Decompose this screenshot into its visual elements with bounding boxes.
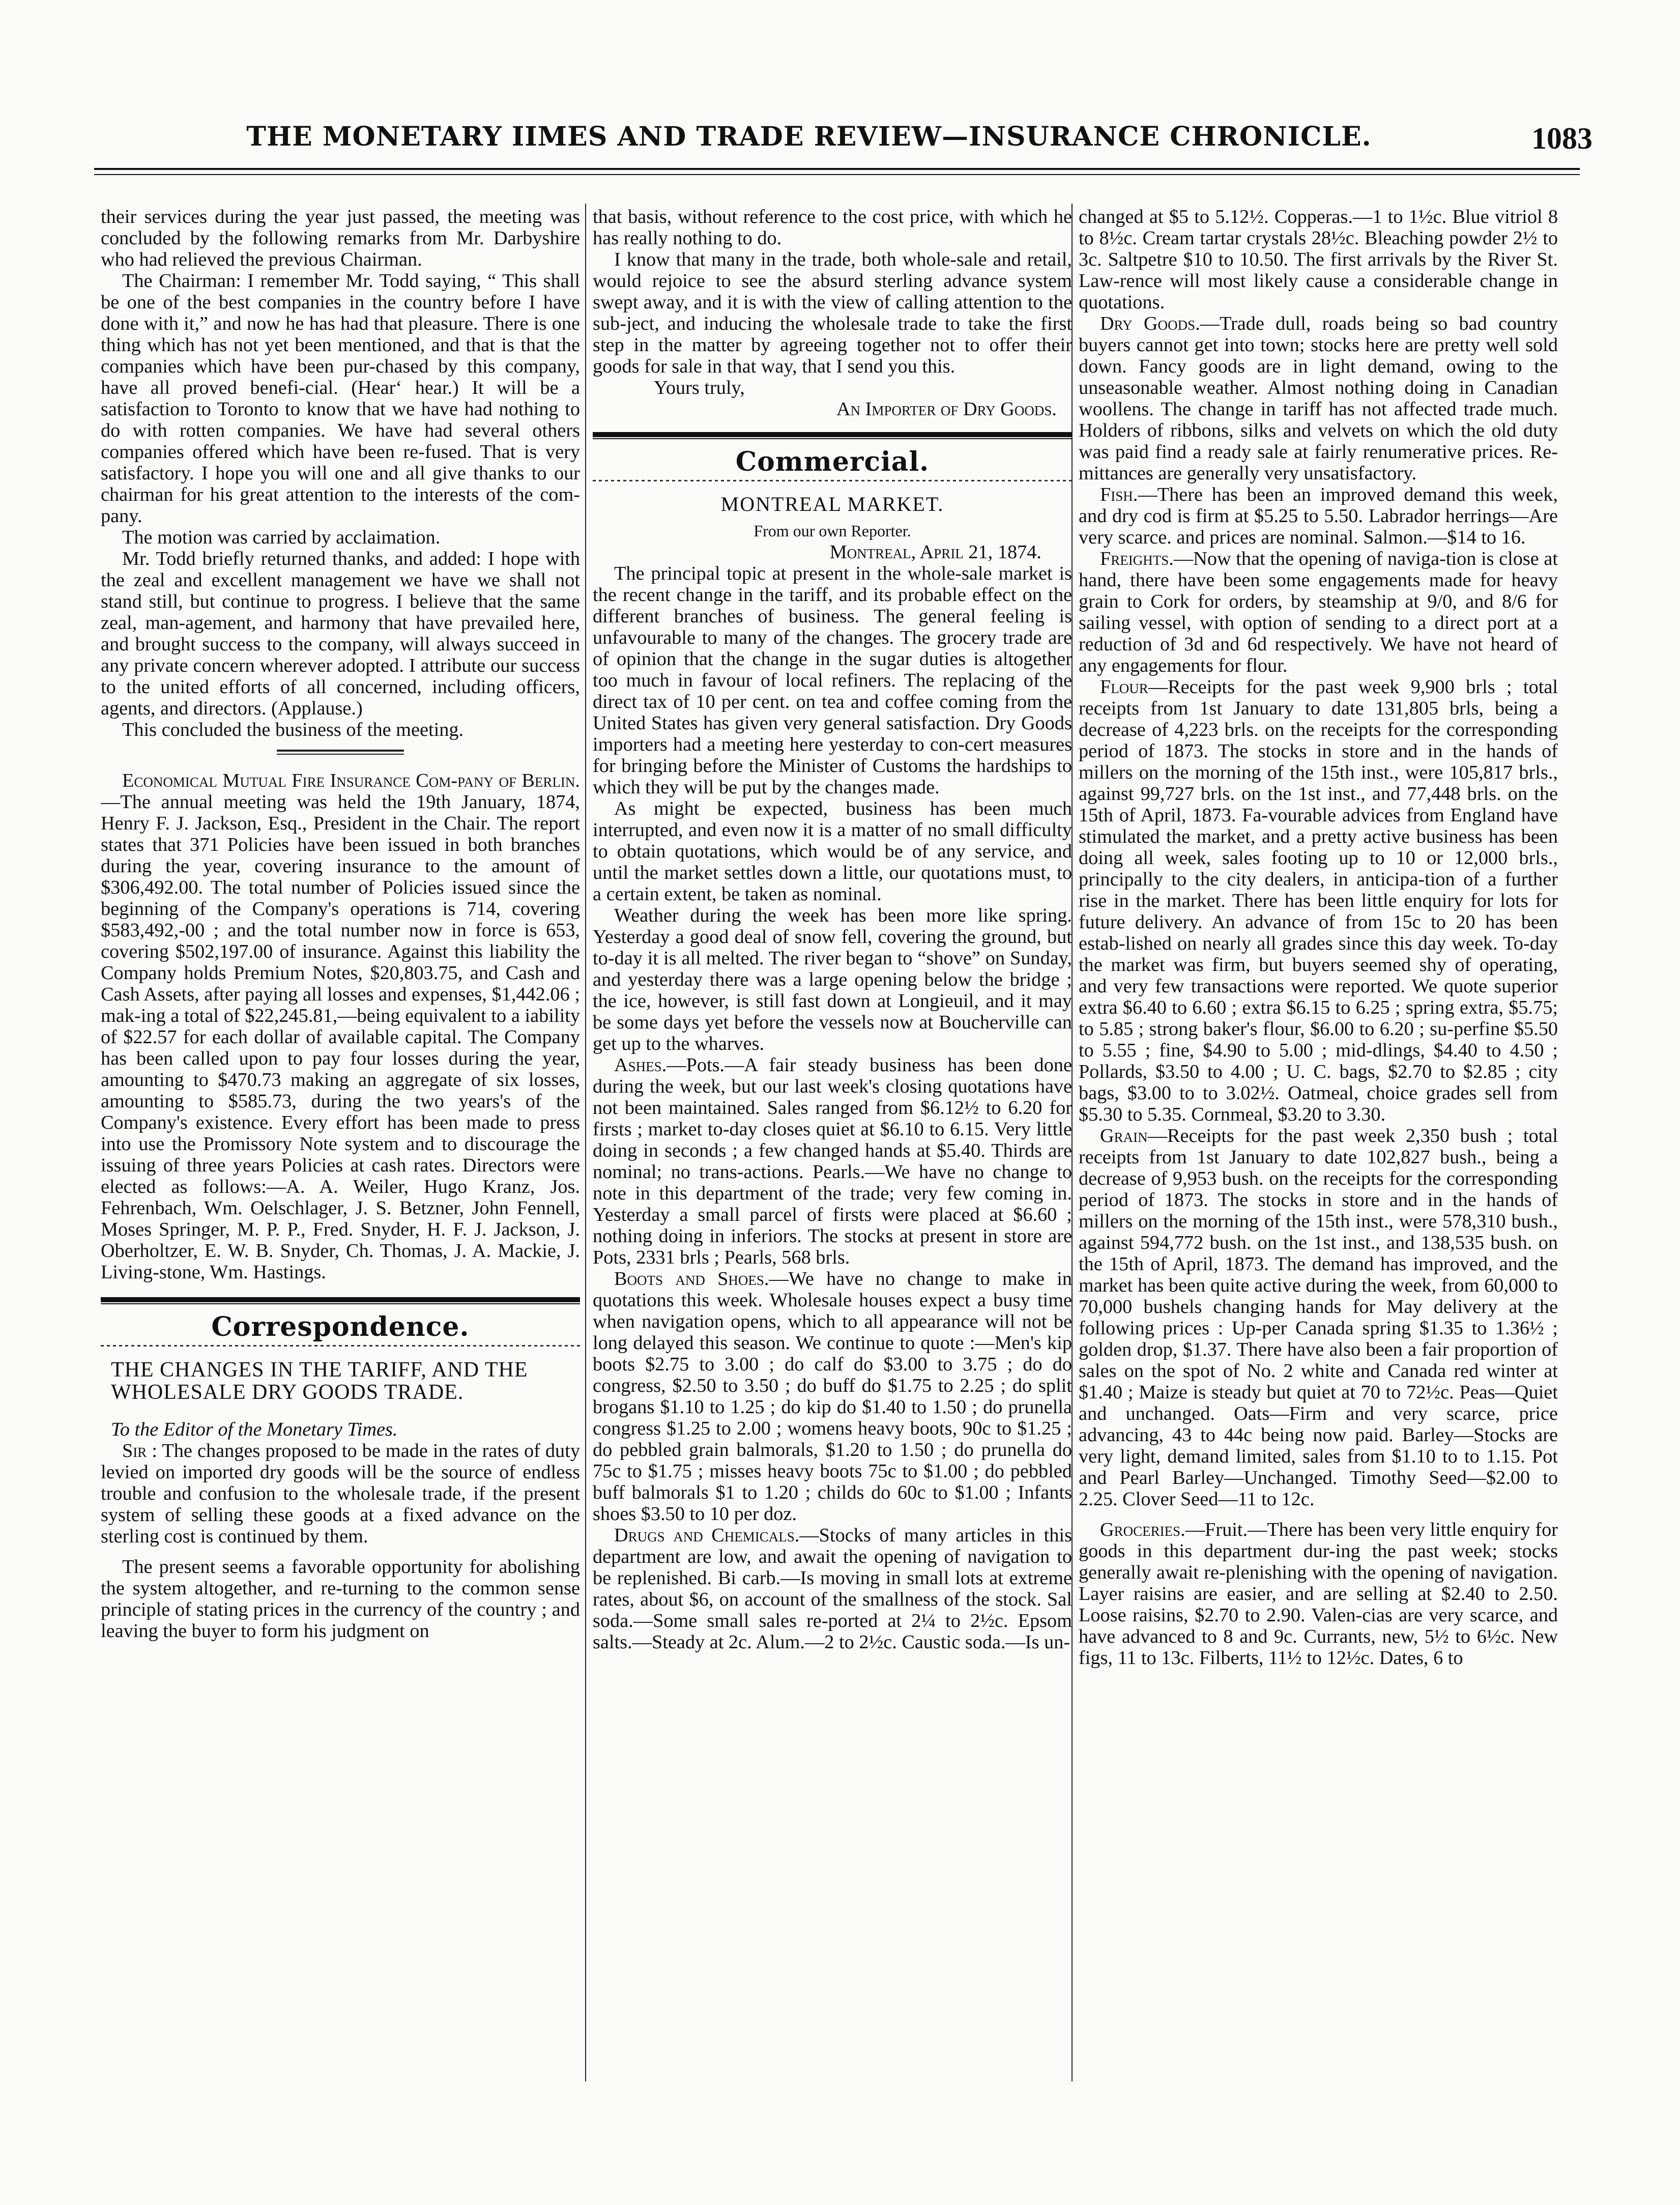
- paragraph: The principal topic at present in the whole-sale market is the recent change in the tariff, and its probable effect on the different branches of business. The general feeling is unfavourable to many of the changes. The grocery trade are of opinion that the change in the sugar duties is altogether too much in favour of local refiners. The replacing of the direct tax of 10 per cent. on tea and coffee coming from the United States has given very general satisfaction. Dry Goods importers had a meeting here yesterday to con-cert measures for bringing before the Minister of Customs the hardships to which they will be put by the changes made.: [593, 563, 1072, 798]
- paragraph: The motion was carried by acclaimation.: [122, 527, 441, 548]
- paragraph-fish: [1079, 484, 1558, 548]
- wavy-rule: [593, 480, 1072, 481]
- article-title: THE CHANGES IN THE TARIFF, AND THE WHOLESALE DRY GOODS TRADE.: [111, 1358, 528, 1404]
- section-rule-heavy: [101, 1297, 580, 1302]
- paragraph: changed at $5 to 5.12½. Copperas.—1 to 1½c. Blue vitriol 8 to 8½c. Cream tartar crystals 28½c. Bleaching powder 2½ to 3c. Saltpetre $10 to 10.50. The first arrivals by the River St. Law-rence will most likely cause a considerable change in quotations.: [1079, 206, 1558, 313]
- paragraph: Weather during the week has been more like spring. Yesterday a good deal of snow fell, covering the ground, but to-day it is all melted. The river began to “shove” on Sunday, and yesterday there was a large opening below the bridge ; the ice, however, is still fast down at Longieuil, and it may be some days yet before the vessels now at Boucherville can get up to the wharves.: [593, 905, 1072, 1054]
- section-rule-heavy: [593, 432, 1072, 437]
- run-in-head: Sir :: [122, 1440, 158, 1462]
- market-title: MONTREAL MARKET.: [720, 493, 944, 516]
- divider: [277, 750, 404, 752]
- paragraph: that basis, without reference to the cost price, with which he has really nothing to do.: [593, 206, 1072, 249]
- paragraph: I know that many in the trade, both whole-sale and retail, would rejoice to see the absurd sterling advance system swept away, and it is with the view of calling attention to the sub-ject, and inducing the wholesale trade to take the first step in the matter by agreeing together not to offer their goods for sale in that way, that I send you this.: [593, 249, 1072, 377]
- run-in-head: Groceries.: [1100, 1519, 1185, 1540]
- header-rule-top: [94, 168, 1580, 170]
- paragraph-text: —Receipts for the past week 9,900 brls ; total receipts from 1st January to date 131,805 brls, being a decrease of 4,223 brls. on the receipts for the corresponding period of 1873. The stocks in store and in the hands of millers on the morning of the 15th inst., were 105,817 brls., against 99,727 brls. on the 1st inst., and 77,448 brls. on the 15th of April, 1873. Fa-vourable advices from England have stimulated the market, and a pretty active business has been doing all week, sales footing up to 10 or 12,000 brls., principally to the city dealers, in anticipa-tion of a further rise in the market. There has been little enquiry for lots for future delivery. An advance of from 15c to 20 has been estab-lished on nearly all grades since this day week. To-day the market was firm, but buyers seemed shy of operating, and very few transactions were reported. We quote superior extra $6.40 to 6.60 ; extra $6.15 to 6.25 ; spring extra, $5.75; to 5.85 ; strong baker's flour, $6.00 to 6.20 ; su-perfine $5.50 to 5.55 ; fine, $4.90 to 5.00 ; mid-dlings, $4.40 to 4.50 ; Pollards, $3.50 to 4.00 ; U. C. bags, $2.70 to $2.85 ; city bags, $3.00 to to 3.02½. Oatmeal, choice grades sell from $5.30 to 5.35. Cornmeal, $3.20 to 3.30.: [1079, 676, 1558, 1125]
- paragraph-economical-mutual: [101, 770, 580, 1283]
- signature: An Importer of Dry Goods.: [836, 398, 1057, 420]
- paragraph-text: —Now that the opening of naviga-tion is close at hand, there have been some engagements made for heavy grain to Cork for orders, by steamship at 9/0, and 8/6 for sailing vessel, with option of sending to a direct port at a reduction of 3d and 6d respectively. We have not heard of any engagements for flour.: [1079, 548, 1558, 676]
- wavy-rule: [101, 1345, 580, 1347]
- run-in-head: Drugs and Chemicals.: [614, 1525, 800, 1546]
- paragraph: The present seems a favorable opportunity for abolishing the system altogether, and re-turning to the common sense principle of stating prices in the currency of the country ; and leaving the buyer to form his judgment on: [101, 1556, 580, 1642]
- run-in-head: Flour: [1100, 676, 1148, 698]
- run-in-head: Boots and Shoes.: [614, 1268, 769, 1290]
- divider: [277, 754, 404, 755]
- column-2: [593, 206, 1072, 2089]
- paragraph-text: —Receipts for the past week 2,350 bush ; total receipts from 1st January to date 102,827 bush., being a decrease of 9,953 bush. on the receipts for the corresponding period of 1873. The stocks in store and in the hands of millers on the morning of the 15th inst., were 578,310 bush., against 594,772 bush. on the 1st inst., and 138,535 bush. on the 15th of April, 1873. The demand has improved, and the market has been quite active during the week, from 60,000 to 70,000 bushels changing hands for May delivery at the following prices : Up-per Canada spring $1.35 to 1.36½ ; golden drop, $1.37. There have also been a fair proportion of sales on the spot of No. 2 white and Canada red winter at $1.40 ; Maize is steady but quiet at 70 to 72½c. Peas—Quiet and unchanged. Oats—Firm and very scarce, price advancing, 43 to 44c being now paid. Barley—Stocks are very light, demand limited, sales from $1.10 to to 1.15. Pot and Pearl Barley—Unchanged. Timothy Seed—$2.00 to 2.25. Clover Seed—11 to 12c.: [1079, 1125, 1558, 1510]
- salutation: To the Editor of the Monetary Times.: [111, 1419, 398, 1440]
- section-title-correspondence: Correspondence.: [211, 1311, 470, 1342]
- paragraph: This concluded the business of the meeting.: [122, 719, 464, 740]
- running-title: THE MONETARY IIMES AND TRADE REVIEW—INSURANCE CHRONICLE.: [246, 121, 1372, 152]
- paragraph-freights: [1079, 548, 1558, 676]
- paragraph-boots: [593, 1268, 1072, 1525]
- paragraph: As might be expected, business has been much interrupted, and even now it is a matter of no small difficulty to obtain quotations, which would be of any service, and until the market settles down a little, our quotations must, to a certain extent, be taken as nominal.: [593, 798, 1072, 905]
- paragraph-drugs: [593, 1525, 1072, 1653]
- dateline: Montreal, April 21, 1874.: [829, 541, 1041, 563]
- paragraph-grain: [1079, 1125, 1558, 1510]
- section-rule-thin: [593, 438, 1072, 439]
- header-rule-bottom: [94, 174, 1580, 175]
- run-in-head: Fish.: [1100, 484, 1138, 505]
- paragraph-flour: [1079, 676, 1558, 1125]
- page-number: 1083: [1531, 122, 1592, 155]
- paragraph-text: —Pots.—A fair steady business has been done during the week, but our last week's closing quotations have not been maintained. Sales ranged from $6.12½ to 6.20 for firsts ; market to-day closes quiet at $6.10 to 6.15. Very little doing in seconds ; a few changed hands at $5.40. Thirds are nominal; no trans-actions. Pearls.—We have no change to note in this department of the trade; very few coming in. Yesterday a small parcel of firsts were placed at $6.60 ; nothing doing in inferiors. The stocks at present in store are Pots, 2331 brls ; Pearls, 568 brls.: [593, 1054, 1072, 1268]
- paragraph: Mr. Todd briefly returned thanks, and added: I hope with the zeal and excellent management we have we shall not stand still, but continue to progress. I believe that the same zeal, man-agement, and harmony that have prevailed here, and brought success to the company, will always succeed in any private concern wherever adopted. I attribute our success to the united efforts of all concerned, including officers, agents, and directors. (Applause.): [101, 548, 580, 719]
- paragraph-dry-goods: [1079, 313, 1558, 484]
- section-title-commercial: Commercial.: [735, 446, 930, 477]
- paragraph-text: —The annual meeting was held the 19th January, 1874, Henry F. J. Jackson, Esq., President in the Chair. The report states that 371 Policies have been issued in both branches during the year, covering insurance to the amount of $306,492.00. The total number of Policies issued since the beginning of the Company's operations is 714, covering $583,492,-00 ; and the total number now in force is 653, covering $502,197.00 of insurance. Against this liability the Company holds Premium Notes, $20,803.75, and Cash and Cash Assets, after paying all losses and expenses, $1,442.06 ; mak-ing a total of $22,245.81,—being equivalent to a iability of $22.57 for each dollar of available capital. The Company has been called upon to pay four losses during the year, amounting to $470.73 making an aggregate of six losses, amounting to $585.73, during the two years's of the Company's existence. Every effort has been made to press into use the Promissory Note system and to discourage the issuing of three years Policies at cash rates. Directors were elected as follows:—A. A. Weiler, Hugo Kranz, Jos. Fehrenbach, Wm. Oelschlager, J. S. Betzner, John Fennell, Moses Springer, M. P. P., Fred. Snyder, H. F. J. Jackson, J. Oberholtzer, E. W. B. Snyder, Ch. Thomas, J. A. Mackie, J. Living-stone, Wm. Hastings.: [101, 791, 580, 1283]
- paragraph-text: The changes proposed to be made in the rates of duty levied on imported dry goods will be the source of endless trouble and confusion to the wholesale trade, if the present system of selling these goods at a fixed advance on the sterling cost is continued by them.: [101, 1440, 580, 1547]
- paragraph-text: —We have no change to make in quotations this week. Wholesale houses expect a busy time when navigation opens, which to all appearance will not be long delayed this season. We continue to quote :—Men's kip boots $2.75 to 3.00 ; do calf do $3.00 to 3.75 ; do do congress, $2.50 to 3.50 ; do buff do $1.75 to 2.25 ; do split brogans $1.10 to 1.25 ; do kip do $1.40 to 1.50 ; do prunella congress $1.25 to 2.00 ; womens heavy boots, 90c to $1.25 ; do pebbled grain balmorals, $1.20 to 1.50 ; do prunella do 75c to $1.75 ; misses heavy boots 75c to $1.00 ; do pebbled buff balmorals $1 to 1.20 ; childs do 60c to $1.00 ; Infants shoes $3.50 to 10 per doz.: [593, 1268, 1072, 1525]
- closing: Yours truly,: [654, 377, 745, 398]
- paragraph-text: —There has been an improved demand this week, and dry cod is firm at $5.25 to 5.50. Labrador herrings—Are very scarce. and prices are nominal. Salmon.—$14 to 16.: [1079, 484, 1558, 548]
- run-in-head: Grain: [1100, 1125, 1148, 1147]
- paragraph-text: —Trade dull, roads being so bad country buyers cannot get into town; stocks here are pretty well sold down. Fancy goods are in light demand, owing to the unseasonable weather. Almost nothing doing in Canadian woollens. The change in tariff has not affected trade much. Holders of ribbons, silks and velvets on which the old duty was paid find a ready sale at fairly renumerative prices. Re-mittances are generally very unsatisfactory.: [1079, 313, 1558, 484]
- paragraph: their services during the year just passed, the meeting was concluded by the following remarks from Mr. Darbyshire who had relieved the previous Chairman.: [101, 206, 580, 270]
- reporter-line: From our own Reporter.: [754, 522, 911, 540]
- paragraph-text: —Fruit.—There has been very little enquiry for goods in this department dur-ing the past week; stocks generally await re-plenishing with the opening of navigation. Layer raisins are easier, and are selling at $2.40 to 2.50. Loose raisins, $2.70 to 2.90. Valen-cias are very scarce, and have advanced to 8 and 9c. Currants, new, 5½ to 6½c. New figs, 11 to 13c. Filberts, 11½ to 12½c. Dates, 6 to: [1079, 1519, 1558, 1669]
- paragraph: The Chairman: I remember Mr. Todd saying, “ This shall be one of the best companies in the country before I have done with it,” and now he has had that pleasure. There is one thing which has not yet been mentioned, and that is that the companies which have been pur-chased by this company, have all proved benefi-cial. (Hear‘ hear.) It will be a satisfaction to Toronto to know that we have had nothing to do with rotten companies. We have had several others companies offered which have been re-fused. That is very satisfactory. I hope you will one and all give thanks to our chairman for his great attention to the interests of the com-pany.: [101, 270, 580, 527]
- paragraph-ashes: [593, 1054, 1072, 1268]
- column-3: [1079, 206, 1558, 2089]
- paragraph-sir: [101, 1440, 580, 1547]
- column-separator-1: [585, 204, 586, 2081]
- section-rule-thin: [101, 1303, 580, 1304]
- page-header: [107, 111, 1592, 167]
- paragraph-groceries: [1079, 1519, 1558, 1669]
- run-in-head: Freights.: [1100, 548, 1174, 569]
- paragraph-text: —Stocks of many articles in this department are low, and await the opening of navigation to be replenished. Bi carb.—Is moving in small lots at extreme rates, about $6, on account of the smallness of the stock. Sal soda.—Some small sales re-ported at 2¼ to 2½c. Epsom salts.—Steady at 2c. Alum.—2 to 2½c. Caustic soda.—Is un-: [593, 1525, 1072, 1653]
- run-in-head: Dry Goods.: [1100, 313, 1200, 334]
- run-in-head: Ashes.: [614, 1054, 667, 1076]
- run-in-head: Economical Mutual Fire Insurance Com-pany of Berlin.: [122, 770, 580, 791]
- column-1: [101, 206, 580, 2089]
